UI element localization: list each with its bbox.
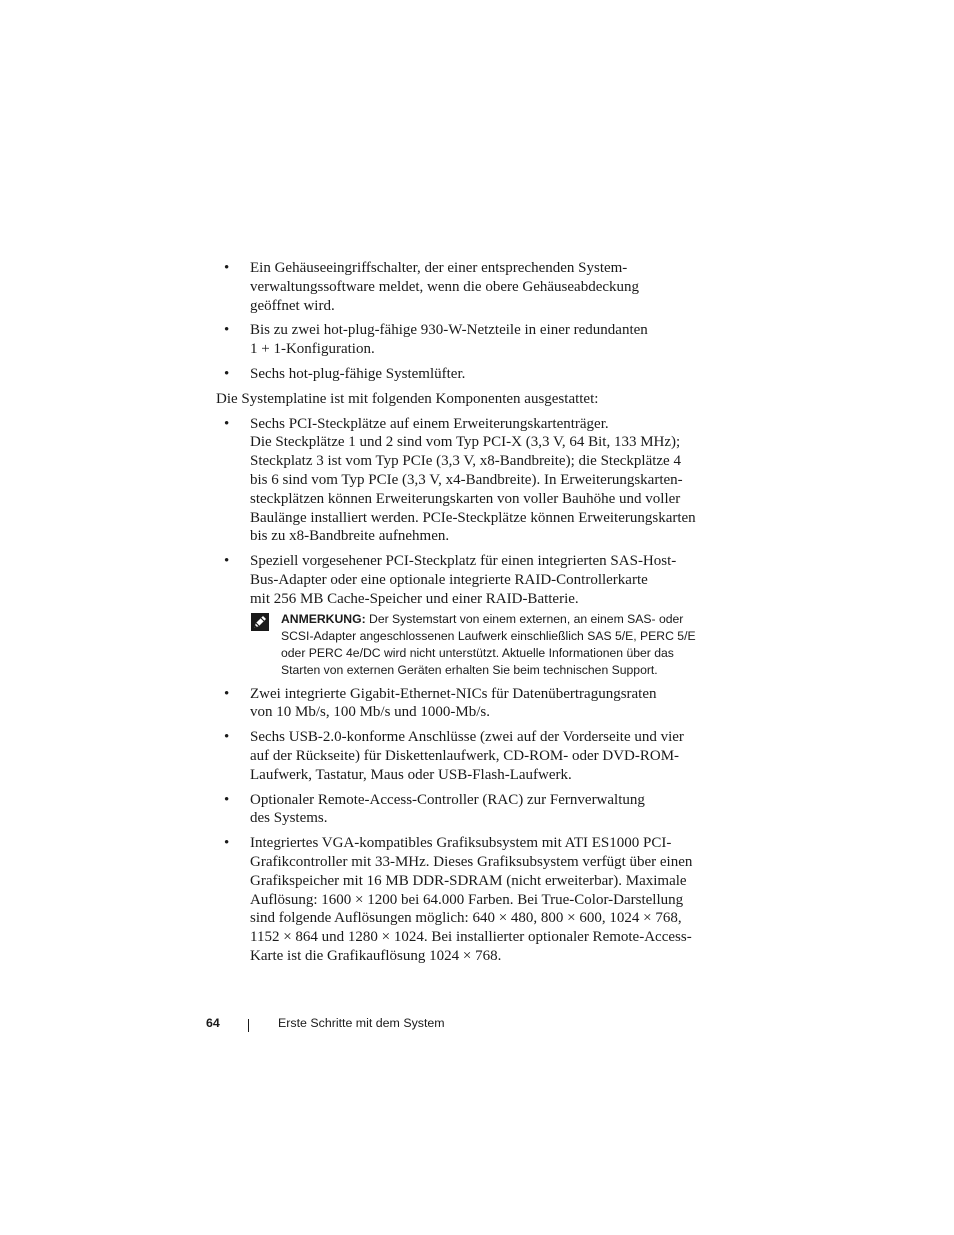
intro-paragraph: Die Systemplatine ist mit folgenden Komponenten ausgestattet: <box>216 390 599 407</box>
bullet-item <box>216 834 716 966</box>
bullet-line: Sechs PCI-Steckplätze auf einem Erweiterungskartenträger. <box>250 415 609 432</box>
bullet-list-bottom <box>216 685 716 966</box>
body-text <box>216 259 716 966</box>
footer-title: Erste Schritte mit dem System <box>278 1016 445 1030</box>
bullet-line: von 10 Mb/s, 100 Mb/s und 1000-Mb/s. <box>250 704 491 721</box>
bullet-dot: • <box>224 835 230 852</box>
bullet-item <box>216 685 716 723</box>
page-footer <box>0 1016 954 1036</box>
bullet-line: Ein Gehäuseeingriffschalter, der einer entsprechenden System- <box>250 260 628 276</box>
bullet-line: bis 6 sind vom Typ PCIe (3,3 V, x4-Bandbreite). In Erweiterungskarten- <box>250 471 683 488</box>
bullet-line: des Systems. <box>250 810 328 827</box>
bullet-item <box>216 791 716 829</box>
bullet-item <box>216 365 716 384</box>
bullet-line: Bus-Adapter oder eine optionale integrierte RAID-Controllerkarte <box>250 571 648 588</box>
bullet-dot: • <box>224 685 230 702</box>
bullet-dot: • <box>224 322 230 339</box>
bullet-line: Integriertes VGA-kompatibles Grafiksubsystem mit ATI ES1000 PCI- <box>250 835 672 852</box>
bullet-dot: • <box>224 415 230 432</box>
bullet-line: Die Steckplätze 1 und 2 sind vom Typ PCI-X (3,3 V, 64 Bit, 133 MHz); <box>250 434 681 451</box>
bullet-list-top <box>216 259 716 384</box>
bullet-line: auf der Rückseite) für Diskettenlaufwerk, CD-ROM- oder DVD-ROM- <box>250 747 680 764</box>
bullet-item <box>216 415 716 547</box>
bullet-dot: • <box>224 553 230 570</box>
note-box <box>250 611 716 679</box>
bullet-line: Speziell vorgesehener PCI-Steckplatz für einen integrierten SAS-Host- <box>250 553 677 570</box>
note-line: Der Systemstart von einem externen, an einem SAS- oder <box>365 611 684 626</box>
note-line: SCSI-Adapter angeschlossenen Laufwerk einschließlich SAS 5/E, PERC 5/E <box>281 628 696 643</box>
bullet-line: Bis zu zwei hot-plug-fähige 930-W-Netzteile in einer redundanten <box>250 322 648 339</box>
bullet-line: Grafikspeicher mit 16 MB DDR-SDRAM (nicht erweiterbar). Maximale <box>250 872 687 889</box>
bullet-dot: • <box>224 791 230 808</box>
bullet-line: Auflösung: 1600 × 1200 bei 64.000 Farben. Bei True-Color-Darstellung <box>250 891 684 908</box>
page-number: 64 <box>206 1016 220 1030</box>
bullet-line: sind folgende Auflösungen möglich: 640 × 480, 800 × 600, 1024 × 768, <box>250 910 682 927</box>
bullet-line: verwaltungssoftware meldet, wenn die obere Gehäuseabdeckung <box>250 278 640 295</box>
bullet-line: bis zu x8-Bandbreite aufnehmen. <box>250 528 450 545</box>
bullet-line: Steckplatz 3 ist vom Typ PCIe (3,3 V, x8-Bandbreite); die Steckplätze 4 <box>250 453 681 470</box>
bullet-line: 1152 × 864 und 1280 × 1024. Bei installierter optionaler Remote-Access- <box>250 929 692 946</box>
bullet-line: mit 256 MB Cache-Speicher und einer RAID-Batterie. <box>250 590 579 607</box>
bullet-line: Sechs USB-2.0-konforme Anschlüsse (zwei auf der Vorderseite und vier <box>250 729 684 746</box>
bullet-line: Baulänge installiert werden. PCIe-Steckplätze können Erweiterungskarten <box>250 509 696 526</box>
bullet-line: Optionaler Remote-Access-Controller (RAC) zur Fernverwaltung <box>250 791 645 808</box>
bullet-line: Zwei integrierte Gigabit-Ethernet-NICs für Datenübertragungsraten <box>250 685 657 702</box>
note-pencil-icon <box>250 612 270 632</box>
bullet-item <box>216 728 716 784</box>
bullet-line: Grafikcontroller mit 33-MHz. Dieses Grafiksubsystem verfügt über einen <box>250 853 693 870</box>
bullet-dot: • <box>224 365 230 382</box>
bullet-line: Sechs hot-plug-fähige Systemlüfter. <box>250 365 466 382</box>
bullet-item <box>216 259 716 315</box>
bullet-item <box>216 321 716 359</box>
bullet-item <box>216 552 716 608</box>
bullet-line: Karte ist die Grafikauflösung 1024 × 768. <box>250 947 502 964</box>
bullet-dot: • <box>224 729 230 746</box>
note-label: ANMERKUNG: <box>281 611 366 626</box>
note-line: Starten von externen Geräten erhalten Sie beim technischen Support. <box>281 662 658 677</box>
bullet-line: geöffnet wird. <box>250 297 335 314</box>
bullet-line: Laufwerk, Tastatur, Maus oder USB-Flash-Laufwerk. <box>250 766 572 783</box>
bullet-line: 1 + 1-Konfiguration. <box>250 341 375 358</box>
bullet-list-mid <box>216 415 716 609</box>
footer-divider <box>248 1019 249 1032</box>
bullet-line: steckplätzen können Erweiterungskarten von voller Bauhöhe und voller <box>250 490 681 507</box>
note-line: oder PERC 4e/DC wird nicht unterstützt. Aktuelle Informationen über das <box>281 645 674 660</box>
bullet-dot: • <box>224 260 230 276</box>
